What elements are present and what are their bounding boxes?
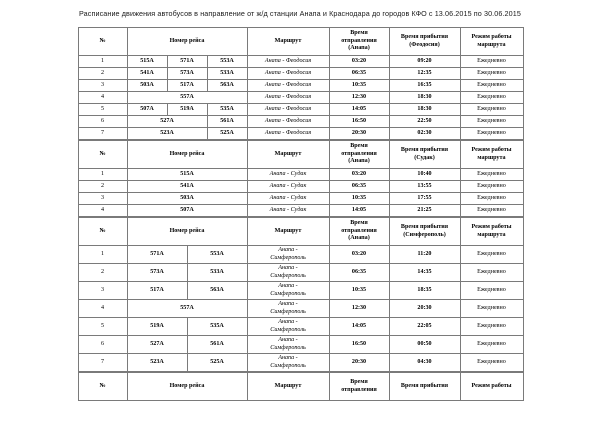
header-line-2: маршрута bbox=[477, 231, 506, 238]
cell-number: 5 bbox=[78, 104, 127, 116]
cell-number: 4 bbox=[78, 92, 127, 104]
header-line-3: (Анапа) bbox=[348, 235, 370, 242]
col-header-arrival bbox=[389, 218, 460, 246]
header-line-2: отправления bbox=[341, 150, 377, 157]
col-header-arrival bbox=[389, 28, 460, 56]
cell-number: 7 bbox=[78, 128, 127, 140]
route-line-1: Анапа - bbox=[278, 354, 298, 361]
cell-route-number-3: 535А bbox=[207, 104, 247, 116]
cell-route-number-2: 525А bbox=[207, 128, 247, 140]
col-header-departure bbox=[329, 141, 389, 169]
schedule-table-anapa-simferopol bbox=[78, 217, 524, 372]
cell-route bbox=[247, 336, 329, 354]
table-row bbox=[78, 193, 523, 205]
cell-departure: 06:35 bbox=[329, 181, 389, 193]
cell-route: Анапа - Феодосия bbox=[247, 80, 329, 92]
cell-arrival: 20:30 bbox=[389, 300, 460, 318]
cell-route bbox=[247, 300, 329, 318]
cell-arrival: 18:30 bbox=[389, 104, 460, 116]
col-header-departure bbox=[329, 373, 389, 401]
cell-route-number-3: 533А bbox=[207, 68, 247, 80]
route-line-2: Симферополь bbox=[270, 272, 306, 279]
cell-route bbox=[247, 318, 329, 336]
page-title: Расписание движения автобусов в направление от ж/д станции Анапа и Краснодара до городов КФО с 13.06.2015 по 30.06.2015 bbox=[79, 9, 521, 18]
cell-route bbox=[247, 246, 329, 264]
cell-mode: Ежедневно bbox=[460, 264, 523, 282]
schedule-table-next-partial bbox=[78, 372, 524, 401]
cell-number: 5 bbox=[78, 318, 127, 336]
cell-route bbox=[247, 282, 329, 300]
table-row bbox=[78, 128, 523, 140]
header-line-1: Режим работы bbox=[471, 146, 512, 153]
col-header-route-number: Номер рейса bbox=[127, 28, 247, 56]
cell-route-number-1: 517А bbox=[127, 282, 187, 300]
col-header-route: Маршрут bbox=[247, 141, 329, 169]
table-header-row bbox=[78, 373, 523, 401]
cell-route-number-1: 503А bbox=[127, 193, 247, 205]
cell-mode: Ежедневно bbox=[460, 92, 523, 104]
col-header-arrival bbox=[389, 141, 460, 169]
cell-mode: Ежедневно bbox=[460, 336, 523, 354]
cell-mode: Ежедневно bbox=[460, 104, 523, 116]
cell-number: 6 bbox=[78, 116, 127, 128]
cell-route-number-1: 541А bbox=[127, 181, 247, 193]
cell-route: Анапа - Судак bbox=[247, 205, 329, 217]
header-line-1: Время bbox=[350, 220, 368, 227]
table-row bbox=[78, 300, 523, 318]
table-header-row bbox=[78, 141, 523, 169]
table-row bbox=[78, 80, 523, 92]
cell-number: 7 bbox=[78, 354, 127, 372]
col-header-number: № bbox=[78, 373, 127, 401]
cell-mode: Ежедневно bbox=[460, 354, 523, 372]
cell-route: Анапа - Феодосия bbox=[247, 92, 329, 104]
header-line-2: (Судак) bbox=[414, 154, 435, 161]
cell-departure: 10:35 bbox=[329, 193, 389, 205]
cell-arrival: 13:55 bbox=[389, 181, 460, 193]
table-row bbox=[78, 205, 523, 217]
header-line-1: Время прибытия bbox=[400, 223, 449, 230]
header-line-1: Время bbox=[350, 143, 368, 150]
cell-mode: Ежедневно bbox=[460, 56, 523, 68]
table-row bbox=[78, 282, 523, 300]
cell-departure: 20:30 bbox=[329, 128, 389, 140]
cell-departure: 03:20 bbox=[329, 246, 389, 264]
cell-mode: Ежедневно bbox=[460, 169, 523, 181]
route-line-2: Симферополь bbox=[270, 290, 306, 297]
table-row bbox=[78, 246, 523, 264]
cell-arrival: 14:35 bbox=[389, 264, 460, 282]
cell-route: Анапа - Феодосия bbox=[247, 116, 329, 128]
cell-mode: Ежедневно bbox=[460, 181, 523, 193]
header-line-2: отправления bbox=[341, 227, 377, 234]
cell-departure: 06:35 bbox=[329, 68, 389, 80]
cell-route bbox=[247, 264, 329, 282]
cell-route: Анапа - Судак bbox=[247, 181, 329, 193]
cell-departure: 20:30 bbox=[329, 354, 389, 372]
header-line-1: Режим работы bbox=[471, 382, 512, 389]
header-line-2: (Феодосия) bbox=[409, 41, 440, 48]
header-line-1: Время bbox=[350, 30, 368, 37]
cell-route-number-2: 573А bbox=[167, 68, 207, 80]
header-line-1: Время прибытия bbox=[400, 382, 449, 389]
table-header-row bbox=[78, 28, 523, 56]
col-header-arrival bbox=[389, 373, 460, 401]
header-line-1: Время прибытия bbox=[400, 33, 449, 40]
cell-route-number-1: 557А bbox=[127, 92, 247, 104]
cell-route-number-1: 557А bbox=[127, 300, 247, 318]
header-line-2: отправления bbox=[341, 386, 377, 393]
cell-arrival: 22:05 bbox=[389, 318, 460, 336]
cell-mode: Ежедневно bbox=[460, 205, 523, 217]
cell-route-number-2: 533А bbox=[187, 264, 247, 282]
table-row bbox=[78, 181, 523, 193]
cell-mode: Ежедневно bbox=[460, 128, 523, 140]
cell-route-number-2: 571А bbox=[167, 56, 207, 68]
cell-route-number-2: 525А bbox=[187, 354, 247, 372]
route-line-2: Симферополь bbox=[270, 308, 306, 315]
route-line-1: Анапа - bbox=[278, 246, 298, 253]
col-header-mode bbox=[460, 373, 523, 401]
cell-departure: 14:05 bbox=[329, 205, 389, 217]
route-line-2: Симферополь bbox=[270, 344, 306, 351]
cell-mode: Ежедневно bbox=[460, 282, 523, 300]
header-line-2: (Симферополь) bbox=[403, 231, 446, 238]
cell-route-number-1: 515А bbox=[127, 169, 247, 181]
cell-departure: 14:05 bbox=[329, 318, 389, 336]
cell-mode: Ежедневно bbox=[460, 80, 523, 92]
cell-route: Анапа - Феодосия bbox=[247, 68, 329, 80]
table-row bbox=[78, 336, 523, 354]
header-line-3: (Анапа) bbox=[348, 45, 370, 52]
route-line-1: Анапа - bbox=[278, 282, 298, 289]
cell-departure: 12:30 bbox=[329, 300, 389, 318]
route-line-2: Симферополь bbox=[270, 254, 306, 261]
cell-number: 2 bbox=[78, 181, 127, 193]
cell-arrival: 04:30 bbox=[389, 354, 460, 372]
header-line-1: Время прибытия bbox=[400, 146, 449, 153]
table-row bbox=[78, 264, 523, 282]
cell-number: 3 bbox=[78, 80, 127, 92]
schedule-table-anapa-feodosiya bbox=[78, 27, 524, 140]
header-line-1: Режим работы bbox=[471, 33, 512, 40]
cell-route: Анапа - Судак bbox=[247, 193, 329, 205]
cell-route-number-1: 523А bbox=[127, 354, 187, 372]
cell-arrival: 02:30 bbox=[389, 128, 460, 140]
col-header-number: № bbox=[78, 218, 127, 246]
cell-route-number-2: 535А bbox=[187, 318, 247, 336]
cell-arrival: 22:50 bbox=[389, 116, 460, 128]
table-header-row bbox=[78, 218, 523, 246]
table-row bbox=[78, 104, 523, 116]
header-line-1: Время bbox=[350, 378, 368, 385]
cell-departure: 10:35 bbox=[329, 80, 389, 92]
col-header-route: Маршрут bbox=[247, 28, 329, 56]
col-header-departure bbox=[329, 28, 389, 56]
cell-number: 6 bbox=[78, 336, 127, 354]
route-line-1: Анапа - bbox=[278, 318, 298, 325]
cell-departure: 16:50 bbox=[329, 116, 389, 128]
table-row bbox=[78, 56, 523, 68]
route-line-2: Симферополь bbox=[270, 326, 306, 333]
cell-departure: 10:35 bbox=[329, 282, 389, 300]
col-header-departure bbox=[329, 218, 389, 246]
cell-route-number-1: 571А bbox=[127, 246, 187, 264]
cell-arrival: 00:50 bbox=[389, 336, 460, 354]
table-row bbox=[78, 354, 523, 372]
cell-route-number-1: 519А bbox=[127, 318, 187, 336]
col-header-number: № bbox=[78, 141, 127, 169]
cell-route-number-1: 541А bbox=[127, 68, 167, 80]
cell-route-number-1: 527А bbox=[127, 116, 207, 128]
cell-route-number-3: 553А bbox=[207, 56, 247, 68]
col-header-number: № bbox=[78, 28, 127, 56]
cell-route: Анапа - Судак bbox=[247, 169, 329, 181]
cell-number: 3 bbox=[78, 193, 127, 205]
cell-route bbox=[247, 354, 329, 372]
route-line-1: Анапа - bbox=[278, 336, 298, 343]
cell-arrival: 21:25 bbox=[389, 205, 460, 217]
header-line-1: Режим работы bbox=[471, 223, 512, 230]
cell-route: Анапа - Феодосия bbox=[247, 56, 329, 68]
cell-route-number-1: 523А bbox=[127, 128, 207, 140]
cell-route-number-2: 517А bbox=[167, 80, 207, 92]
col-header-mode bbox=[460, 141, 523, 169]
cell-number: 1 bbox=[78, 246, 127, 264]
cell-number: 1 bbox=[78, 169, 127, 181]
cell-arrival: 18:35 bbox=[389, 282, 460, 300]
route-line-2: Симферополь bbox=[270, 362, 306, 369]
cell-route-number-1: 503А bbox=[127, 80, 167, 92]
cell-mode: Ежедневно bbox=[460, 318, 523, 336]
cell-route-number-3: 563А bbox=[207, 80, 247, 92]
cell-mode: Ежедневно bbox=[460, 300, 523, 318]
cell-number: 4 bbox=[78, 205, 127, 217]
cell-departure: 14:05 bbox=[329, 104, 389, 116]
cell-departure: 03:20 bbox=[329, 169, 389, 181]
cell-mode: Ежедневно bbox=[460, 116, 523, 128]
cell-route-number-2: 561А bbox=[187, 336, 247, 354]
cell-mode: Ежедневно bbox=[460, 193, 523, 205]
cell-number: 4 bbox=[78, 300, 127, 318]
col-header-mode bbox=[460, 28, 523, 56]
col-header-route-number: Номер рейса bbox=[127, 218, 247, 246]
cell-departure: 03:20 bbox=[329, 56, 389, 68]
cell-route-number-1: 507А bbox=[127, 104, 167, 116]
table-row bbox=[78, 169, 523, 181]
col-header-route-number: Номер рейса bbox=[127, 373, 247, 401]
cell-route-number-2: 561А bbox=[207, 116, 247, 128]
cell-number: 1 bbox=[78, 56, 127, 68]
cell-route-number-1: 507А bbox=[127, 205, 247, 217]
header-line-2: маршрута bbox=[477, 41, 506, 48]
cell-arrival: 16:35 bbox=[389, 80, 460, 92]
header-line-2: отправления bbox=[341, 37, 377, 44]
col-header-route: Маршрут bbox=[247, 373, 329, 401]
table-row bbox=[78, 318, 523, 336]
table-row bbox=[78, 116, 523, 128]
header-line-2: маршрута bbox=[477, 154, 506, 161]
cell-number: 2 bbox=[78, 264, 127, 282]
route-line-1: Анапа - bbox=[278, 300, 298, 307]
cell-route-number-1: 515А bbox=[127, 56, 167, 68]
header-line-3: (Анапа) bbox=[348, 158, 370, 165]
cell-arrival: 10:40 bbox=[389, 169, 460, 181]
cell-arrival: 12:35 bbox=[389, 68, 460, 80]
route-line-1: Анапа - bbox=[278, 264, 298, 271]
cell-route-number-1: 527А bbox=[127, 336, 187, 354]
cell-route-number-2: 563А bbox=[187, 282, 247, 300]
table-row bbox=[78, 92, 523, 104]
cell-route-number-2: 519А bbox=[167, 104, 207, 116]
cell-departure: 16:50 bbox=[329, 336, 389, 354]
cell-departure: 06:35 bbox=[329, 264, 389, 282]
cell-mode: Ежедневно bbox=[460, 246, 523, 264]
cell-route-number-2: 553А bbox=[187, 246, 247, 264]
schedule-table-anapa-sudak bbox=[78, 140, 524, 217]
cell-number: 3 bbox=[78, 282, 127, 300]
cell-route-number-1: 573А bbox=[127, 264, 187, 282]
cell-route: Анапа - Феодосия bbox=[247, 104, 329, 116]
cell-route: Анапа - Феодосия bbox=[247, 128, 329, 140]
table-row bbox=[78, 68, 523, 80]
cell-arrival: 17:55 bbox=[389, 193, 460, 205]
cell-departure: 12:30 bbox=[329, 92, 389, 104]
cell-arrival: 09:20 bbox=[389, 56, 460, 68]
cell-arrival: 18:30 bbox=[389, 92, 460, 104]
col-header-route: Маршрут bbox=[247, 218, 329, 246]
cell-arrival: 11:20 bbox=[389, 246, 460, 264]
schedule-tables-container bbox=[78, 27, 523, 401]
col-header-mode bbox=[460, 218, 523, 246]
cell-mode: Ежедневно bbox=[460, 68, 523, 80]
cell-number: 2 bbox=[78, 68, 127, 80]
col-header-route-number: Номер рейса bbox=[127, 141, 247, 169]
